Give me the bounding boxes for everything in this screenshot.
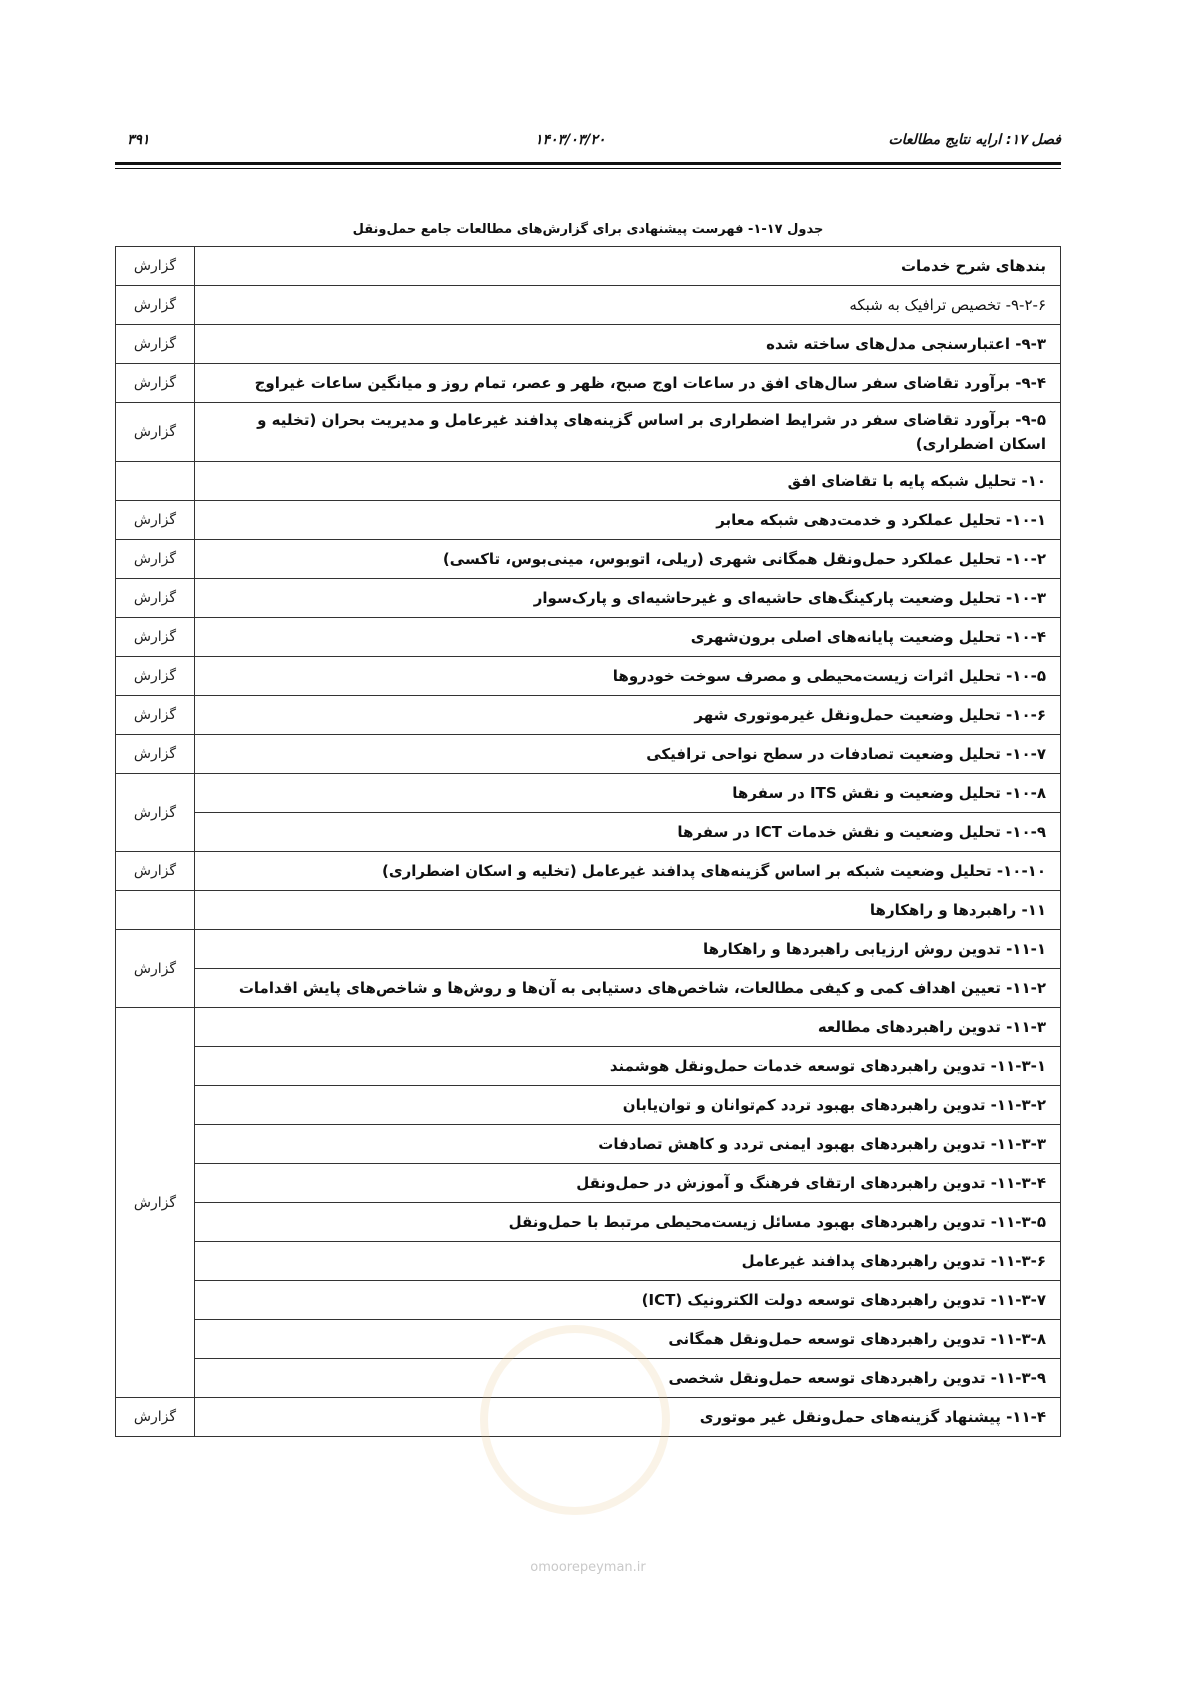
service-item-cell: بندهای شرح خدمات [195,247,1061,286]
service-item-cell: ۱۱-۳-۲- تدوین راهبردهای بهبود تردد کم‌توانان و توان‌یابان [195,1086,1061,1125]
chapter-title: فصل ۱۷: ارایه نتایج مطالعات [888,132,1061,148]
service-item-cell: ۱۰-۱- تحلیل عملکرد و خدمت‌دهی شبکه معابر [195,501,1061,540]
table-row [116,1125,1061,1164]
table-row [116,696,1061,735]
report-cell: گزارش [116,1008,195,1398]
table-row [116,852,1061,891]
table-row [116,930,1061,969]
table-row [116,735,1061,774]
service-item-cell: ۱۱-۳-۷- تدوین راهبردهای توسعه دولت الکترونیک (ICT) [195,1281,1061,1320]
service-item-cell: ۱۰- تحلیل شبکه پایه با تقاضای افق [195,462,1061,501]
header-date: ۱۴۰۳/۰۳/۲۰ [535,132,606,148]
table-row [116,891,1061,930]
service-item-cell: ۱۱- راهبردها و راهکارها [195,891,1061,930]
service-item-cell: ۱۱-۳-۸- تدوین راهبردهای توسعه حمل‌ونقل همگانی [195,1320,1061,1359]
service-item-cell: ۱۰-۸- تحلیل وضعیت و نقش ITS در سفرها [195,774,1061,813]
service-item-cell: ۱۰-۳- تحلیل وضعیت پارکینگ‌های حاشیه‌ای و غیرحاشیه‌ای و پارک‌سوار [195,579,1061,618]
report-cell: گزارش [116,852,195,891]
table-row [116,969,1061,1008]
service-item-cell: ۱۰-۲- تحلیل عملکرد حمل‌ونقل همگانی شهری (ریلی، اتوبوس، مینی‌بوس، تاکسی) [195,540,1061,579]
report-cell [116,462,195,501]
table-caption: جدول ۱۷-۱- فهرست پیشنهادی برای گزارش‌های مطالعات جامع حمل‌ونقل [352,222,824,237]
report-cell: گزارش [116,774,195,852]
watermark-seal [480,1325,670,1515]
report-cell: گزارش [116,735,195,774]
report-cell: گزارش [116,501,195,540]
report-cell [116,891,195,930]
table-row [116,540,1061,579]
report-cell: گزارش [116,579,195,618]
header-rule-thin [115,168,1061,169]
report-cell: گزارش [116,1398,195,1437]
service-item-cell: ۱۰-۶- تحلیل وضعیت حمل‌ونقل غیرموتوری شهر [195,696,1061,735]
service-item-cell: ۱۰-۵- تحلیل اثرات زیست‌محیطی و مصرف سوخت خودروها [195,657,1061,696]
report-cell: گزارش [116,930,195,1008]
service-item-cell: ۱۰-۹- تحلیل وضعیت و نقش خدمات ICT در سفرها [195,813,1061,852]
table-row [116,501,1061,540]
service-item-cell: ۱۰-۱۰- تحلیل وضعیت شبکه بر اساس گزینه‌های پدافند غیرعامل (تخلیه و اسکان اضطراری) [195,852,1061,891]
table-row [116,1242,1061,1281]
table-row [116,774,1061,813]
report-cell: گزارش [116,364,195,403]
report-cell: گزارش [116,696,195,735]
service-item-cell: ۹-۴- برآورد تقاضای سفر سال‌های افق در ساعات اوج صبح، ظهر و عصر، تمام روز و میانگین ساعات غیراوج [195,364,1061,403]
report-cell: گزارش [116,403,195,462]
service-item-cell: ۹-۳- اعتبارسنجی مدل‌های ساخته شده [195,325,1061,364]
service-item-cell: ۱۱-۳-۴- تدوین راهبردهای ارتقای فرهنگ و آموزش در حمل‌ونقل [195,1164,1061,1203]
service-item-cell: ۱۱-۳-۵- تدوین راهبردهای بهبود مسائل زیست‌محیطی مرتبط با حمل‌ونقل [195,1203,1061,1242]
service-item-cell: ۱۱-۳- تدوین راهبردهای مطالعه [195,1008,1061,1047]
table-row [116,403,1061,462]
table-row [116,462,1061,501]
table-row [116,286,1061,325]
table-row [116,1086,1061,1125]
report-cell: گزارش [116,657,195,696]
service-item-cell: ۱۱-۳-۳- تدوین راهبردهای بهبود ایمنی تردد و کاهش تصادفات [195,1125,1061,1164]
table-row [116,325,1061,364]
watermark-text: omoorepeyman.ir [530,1560,646,1575]
service-item-cell: ۱۱-۳-۶- تدوین راهبردهای پدافند غیرعامل [195,1242,1061,1281]
service-item-cell: ۱۱-۱- تدوین روش ارزیابی راهبردها و راهکارها [195,930,1061,969]
table-row [116,1281,1061,1320]
report-cell: گزارش [116,286,195,325]
report-cell: گزارش [116,618,195,657]
service-item-cell: ۱۱-۴- پیشنهاد گزینه‌های حمل‌ونقل غیر موتوری [195,1398,1061,1437]
service-item-cell: ۱۰-۴- تحلیل وضعیت پایانه‌های اصلی برون‌شهری [195,618,1061,657]
table-row [116,579,1061,618]
service-item-cell: ۱۱-۲- تعیین اهداف کمی و کیفی مطالعات، شاخص‌های دستیابی به آن‌ها و روش‌ها و شاخص‌های پایش اقدامات [195,969,1061,1008]
service-item-cell: ۱۱-۳-۹- تدوین راهبردهای توسعه حمل‌ونقل شخصی [195,1359,1061,1398]
table-row [116,1008,1061,1047]
table-row [116,364,1061,403]
report-cell: گزارش [116,540,195,579]
report-cell: گزارش [116,325,195,364]
table-row [116,813,1061,852]
report-cell: گزارش [116,247,195,286]
header-rule-thick [115,162,1061,165]
table-row [116,1047,1061,1086]
service-item-cell: ۹-۲-۶- تخصیص ترافیک به شبکه [195,286,1061,325]
page-header [115,132,1061,152]
reports-table [115,246,1061,1437]
table-row [116,1164,1061,1203]
table-row [116,247,1061,286]
service-item-cell: ۱۱-۳-۱- تدوین راهبردهای توسعه خدمات حمل‌ونقل هوشمند [195,1047,1061,1086]
service-item-cell: ۹-۵- برآورد تقاضای سفر در شرایط اضطراری بر اساس گزینه‌های پدافند غیرعامل و مدیریت بحران (تخلیه و اسکان اضطراری) [195,403,1061,462]
page-number: ۳۹۱ [127,132,150,148]
table-row [116,618,1061,657]
table-row [116,1203,1061,1242]
table-row [116,657,1061,696]
service-item-cell: ۱۰-۷- تحلیل وضعیت تصادفات در سطح نواحی ترافیکی [195,735,1061,774]
